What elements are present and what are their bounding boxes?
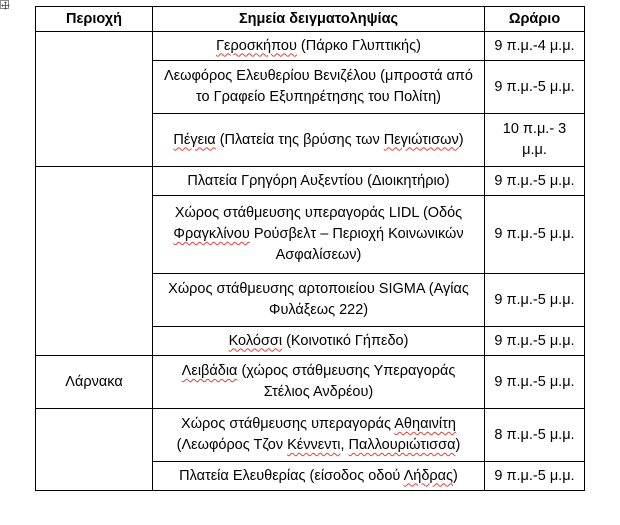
hours-cell: 9 π.μ.-4 μ.μ. [485,32,585,61]
header-sampling-points: Σημεία δειγματοληψίας [153,7,485,32]
header-hours: Ωράριο [485,7,585,32]
hours-cell: 9 π.μ.-5 μ.μ. [485,327,585,356]
sampling-point-cell: Χώρος στάθμευσης αρτοποιείου SIGMA (Αγίας Φυλάξεως 222) [153,274,485,327]
hours-cell: 10 π.μ.- 3 μ.μ. [485,114,585,167]
sampling-point-cell: Πλατεία Γρηγόρη Αυξεντίου (Διοικητήριο) [153,167,485,196]
table-row [36,32,585,61]
area-cell [36,32,153,167]
hours-cell: 8 π.μ.-5 μ.μ. [485,409,585,462]
hours-cell: 9 π.μ.-5 μ.μ. [485,167,585,196]
sampling-point-cell: Λειβάδια (χώρος στάθμευσης Υπεραγοράς Στέλιος Ανδρέου) [153,356,485,409]
sampling-point-cell: Γεροσκήπου (Πάρκο Γλυπτικής) [153,32,485,61]
table-move-handle-icon[interactable] [0,0,9,9]
hours-cell: 9 π.μ.-5 μ.μ. [485,356,585,409]
hours-cell: 9 π.μ.-5 μ.μ. [485,61,585,114]
sampling-points-table [35,6,585,491]
sampling-point-cell: Χώρος στάθμευσης υπεραγοράς LIDL (Οδός Φραγκλίνου Ρούσβελτ – Περιοχή Κοινωνικών Ασφαλίσεων) [153,196,485,274]
header-row [36,7,585,32]
hours-cell: 9 π.μ.-5 μ.μ. [485,462,585,491]
sampling-point-cell: Λεωφόρος Ελευθερίου Βενιζέλου (μπροστά από το Γραφείο Εξυπηρέτησης του Πολίτη) [153,61,485,114]
sampling-point-cell: Πέγεια (Πλατεία της βρύσης των Πεγιώτισων) [153,114,485,167]
header-area: Περιοχή [36,7,153,32]
area-cell: Λάρνακα [36,356,153,409]
table-row [36,356,585,409]
move-arrows-icon [1,1,10,10]
table-row [36,409,585,462]
area-cell [36,409,153,491]
sampling-point-cell: Χώρος στάθμευσης υπεραγοράς Αθηαινίτη (Λεωφόρος Τζον Κέννεντι, Παλλουριώτισσα) [153,409,485,462]
table-row [36,167,585,196]
sampling-point-cell: Κολόσσι (Κοινοτικό Γήπεδο) [153,327,485,356]
area-cell [36,167,153,356]
hours-cell: 9 π.μ.-5 μ.μ. [485,196,585,274]
sampling-point-cell: Πλατεία Ελευθερίας (είσοδος οδού Λήδρας) [153,462,485,491]
hours-cell: 9 π.μ.-5 μ.μ. [485,274,585,327]
